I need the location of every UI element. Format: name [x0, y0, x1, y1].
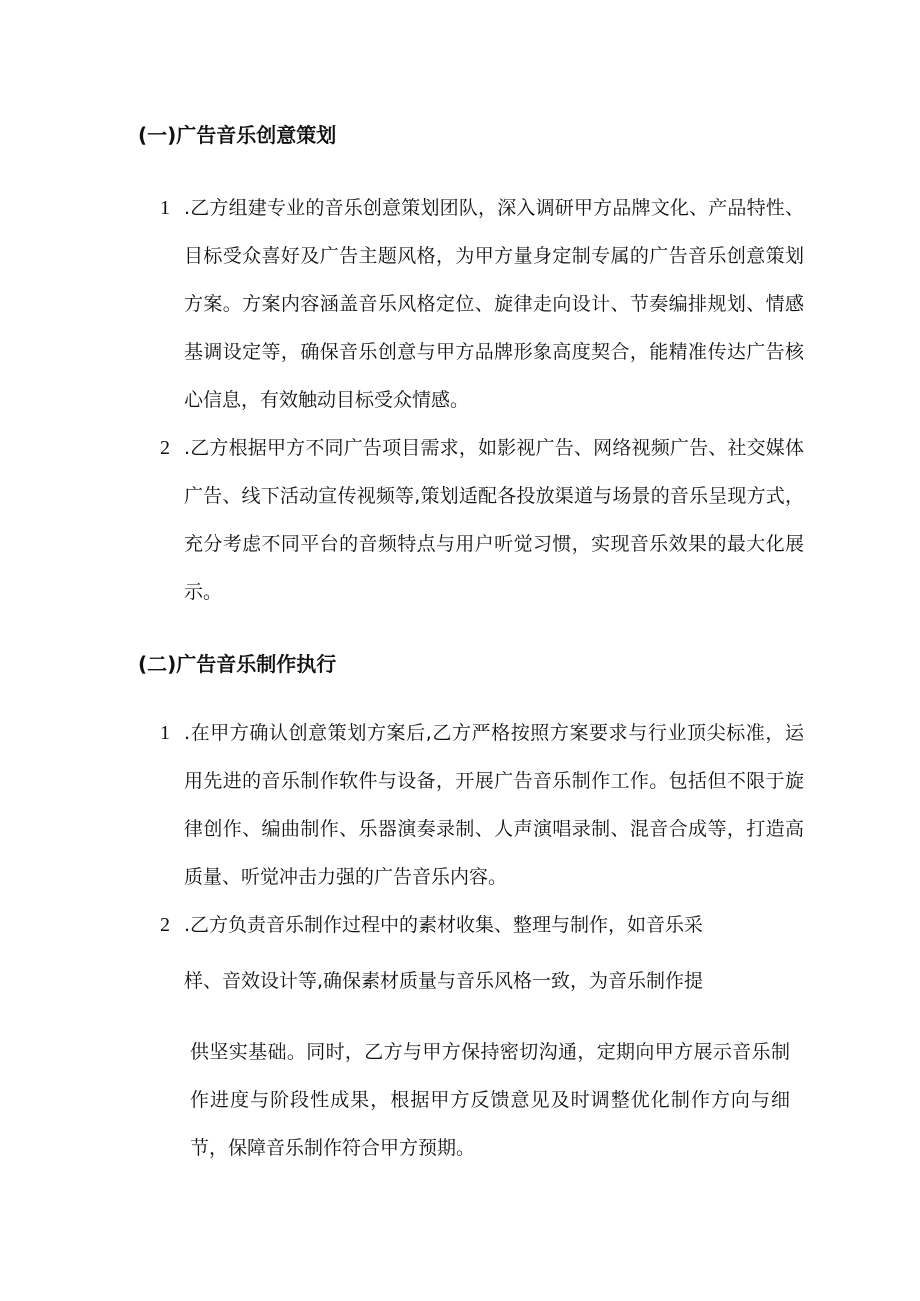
- section-2-item-2-line-2: 样、音效设计等,确保素材质量与音乐风格一致，为音乐制作提: [184, 970, 704, 992]
- section-2-heading: (二)广告音乐制作执行: [138, 652, 337, 676]
- section-1-heading: (一)广告音乐创意策划: [138, 123, 337, 147]
- item-number: 1: [160, 197, 170, 219]
- item-text: .乙方组建专业的音乐创意策划团队，深入调研甲方品牌文化、产品特性、目标受众喜好及广告主题风格，为甲方量身定制专属的广告音乐创意策划方案。方案内容涵盖音乐风格定位、旋律走向设计、节奏编排规划、情感基调设定等，确保音乐创意与甲方品牌形象高度契合，能精准传达广告核心信息，有效触动目标受众情感。: [184, 197, 804, 411]
- section-1-item-2: [160, 424, 804, 616]
- section-2-item-2-continuation: 供坚实基础。同时，乙方与甲方保持密切沟通，定期向甲方展示音乐制作进度与阶段性成果，根据甲方反馈意见及时调整优化制作方向与细节，保障音乐制作符合甲方预期。: [190, 1041, 790, 1159]
- item-number: 1: [160, 722, 170, 744]
- section-2-item-2-line-1: [160, 910, 703, 940]
- item-text-line: .乙方负责音乐制作过程中的素材收集、整理与制作，如音乐采: [184, 914, 704, 936]
- section-2-item-1: [160, 709, 804, 901]
- item-text: .乙方根据甲方不同广告项目需求，如影视广告、网络视频广告、社交媒体广告、线下活动宣传视频等,策划适配各投放渠道与场景的音乐呈现方式，充分考虑不同平台的音频特点与用户听觉习惯，实现音乐效果的最大化展示。: [184, 437, 804, 603]
- item-number: 2: [160, 914, 170, 936]
- item-number: 2: [160, 437, 170, 459]
- section-1-item-1: [160, 184, 804, 424]
- item-text: .在甲方确认创意策划方案后,乙方严格按照方案要求与行业顶尖标准，运用先进的音乐制作软件与设备，开展广告音乐制作工作。包括但不限于旋律创作、编曲制作、乐器演奏录制、人声演唱录制、混音合成等，打造高质量、听觉冲击力强的广告音乐内容。: [184, 722, 804, 888]
